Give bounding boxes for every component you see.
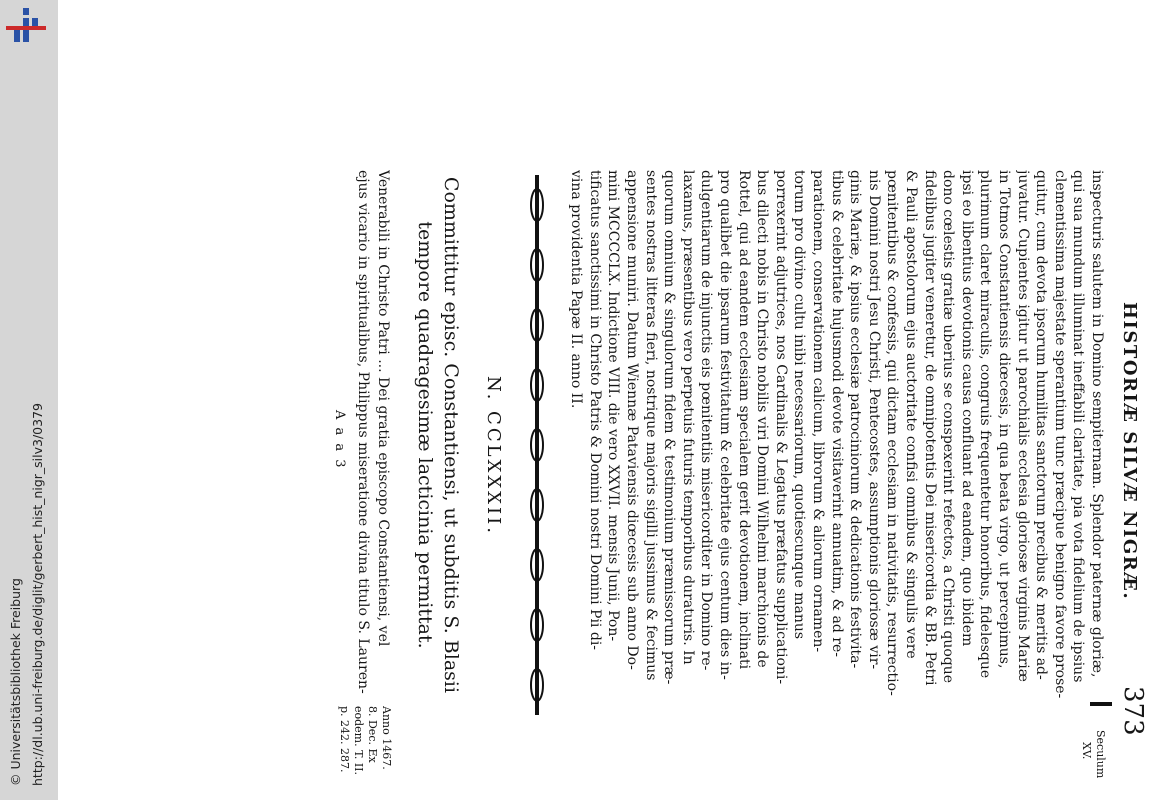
text-line: mini MCCCCLX. Indictione VIII. die vero XXVII. mensis Junii, Pon-	[605, 170, 622, 642]
text-line: ipsi eo libentius devotionis causa confluant ad eandem, quo ibidem	[958, 170, 975, 647]
text-line: ejus vicario in spiritualibus, Philippus miseratione divina titulo S. Lauren-	[355, 170, 371, 694]
text-line: quitur, cum devota ipsorum humilitas sanctorum precibus & meritis ad-	[1033, 170, 1050, 680]
text-line: sentes nostras litteras fieri, nostrique majoris sigilli jussimus & fecimus	[642, 170, 659, 681]
document-number: N. CCLXXXII.	[483, 376, 504, 536]
margin-note-bottom: 8. Dec. Ex	[366, 706, 379, 763]
text-line: torum pro divino cultu inibi necessariorum, quotiescunque manus	[791, 170, 808, 640]
text-line: & Pauli apostolorum ejus auctoritate confisi omnibus & singulis vere	[903, 170, 919, 659]
text-line: nis Domini nostri Jesu Christi, Pentecostes, assumptionis gloriosæ vir-	[865, 170, 882, 670]
text-line: fidelibus jugiter veneretur, de omnipotentis Dei misericordia & BB. Petri	[921, 170, 938, 686]
page-content	[58, 0, 1152, 800]
text-line: dulgentiarum de injunctis eis pœnitentiis misericorditer in Domino re-	[698, 170, 715, 671]
text-line: pro qualibet die ipsarum festivitatum & celebritate ejus centum dies in-	[717, 170, 733, 680]
running-head: HISTORIÆ SILVÆ NIGRÆ.	[1119, 302, 1140, 601]
text-block-1	[566, 170, 1106, 700]
text-line: laxamus, præsentibus vero perpetuis futuris temporibus duraturis. In	[679, 170, 696, 665]
margin-note-top: XV.	[1080, 742, 1093, 760]
text-line: dono cœlestis gratiæ uberius se conspexerint refectos, a Christi quoque	[940, 170, 957, 684]
margin-note-bottom: Anno 1467.	[380, 706, 393, 770]
document-title-line: tempore quadragesimæ lacticinia permittat.	[414, 221, 436, 649]
scanned-page	[58, 0, 1152, 800]
text-line: appensione muniri. Datum Wiennæ Pataviensis diœcesis sub anno Do-	[624, 170, 640, 670]
text-line: clementissima majestate sperantium tunc præcipue benigno favore prose-	[1051, 170, 1068, 699]
source-url[interactable]: http://dl.ub.uni-freiburg.de/diglit/gerbert_hist_nigr_silv3/0379	[30, 403, 45, 786]
margin-note-bottom: p. 242. 287.	[338, 706, 351, 773]
text-line: bus dilecti nobis in Christo nobilis viri Domini Wilhelmi marchionis de	[754, 170, 771, 668]
margin-note-top: Seculum	[1094, 730, 1107, 779]
margin-rule	[1090, 702, 1112, 706]
text-block-2	[352, 170, 392, 700]
copyright-notice: © Universitätsbibliothek Freiburg	[8, 578, 23, 786]
ub-freiburg-logo-icon[interactable]	[4, 6, 48, 52]
text-line: ginis Mariæ, & ipsius ecclesiæ patrociniorum & dedicationis festivita-	[847, 170, 864, 669]
margin-note-bottom: eodem. T. II.	[352, 706, 365, 776]
text-line: porrexerint adjutrices, nos Cardinalis & Legatus præfatus supplicationi-	[772, 170, 789, 685]
text-line: inspecturis salutem in Domino sempiternam. Splendor paternæ gloriæ,	[1089, 170, 1105, 678]
text-line: vina providentia Papæ II. anno II.	[568, 170, 585, 409]
text-line: tificatus sanctissimi in Christo Patris & Domini nostri Domini Pii di-	[586, 170, 603, 651]
text-line: Rottel, qui ad eandem ecclesiam specialem gerit devotionem, inclinati	[735, 170, 752, 670]
ornament-divider	[528, 175, 546, 715]
text-line: quorum omnium & singulorum fidem & testimonium præmissorum præ-	[661, 170, 678, 685]
sidebar	[0, 0, 58, 800]
text-line: pœnitentibus & confessis, qui dictam ecclesiam in nativitatis, resurrectio-	[884, 170, 901, 696]
document-title-line: Committitur episc. Constantiensi, ut subditis S. Blasii	[440, 176, 462, 694]
signature-mark: A a a 3	[332, 410, 347, 470]
page-number: 373	[1118, 686, 1148, 736]
text-line: plurimum claret miraculis, congruis frequentetur honoribus, fidelesque	[977, 170, 994, 679]
text-line: parationem, conservationem calicum, librorum & aliorum ornamen-	[810, 170, 826, 653]
text-line: in Totmos Constantiensis diœcesis, in qua beata virgo, ut percepimus,	[996, 170, 1012, 669]
text-line: juvatur. Cupientes igitur ut parochialis ecclesia gloriosæ virginis Mariæ	[1014, 170, 1031, 682]
document-title	[402, 170, 462, 700]
text-line: tibus & celebritate hujusmodi devote visitaverint annuatim, & ad re-	[828, 170, 845, 657]
text-line: qui sua mundum illuminat ineffabili claritate, pia vota fidelium de ipsius	[1070, 170, 1087, 683]
text-line: Venerabili in Christo Patri ... Dei gratia episcopo Constantiensi, vel	[375, 170, 391, 647]
